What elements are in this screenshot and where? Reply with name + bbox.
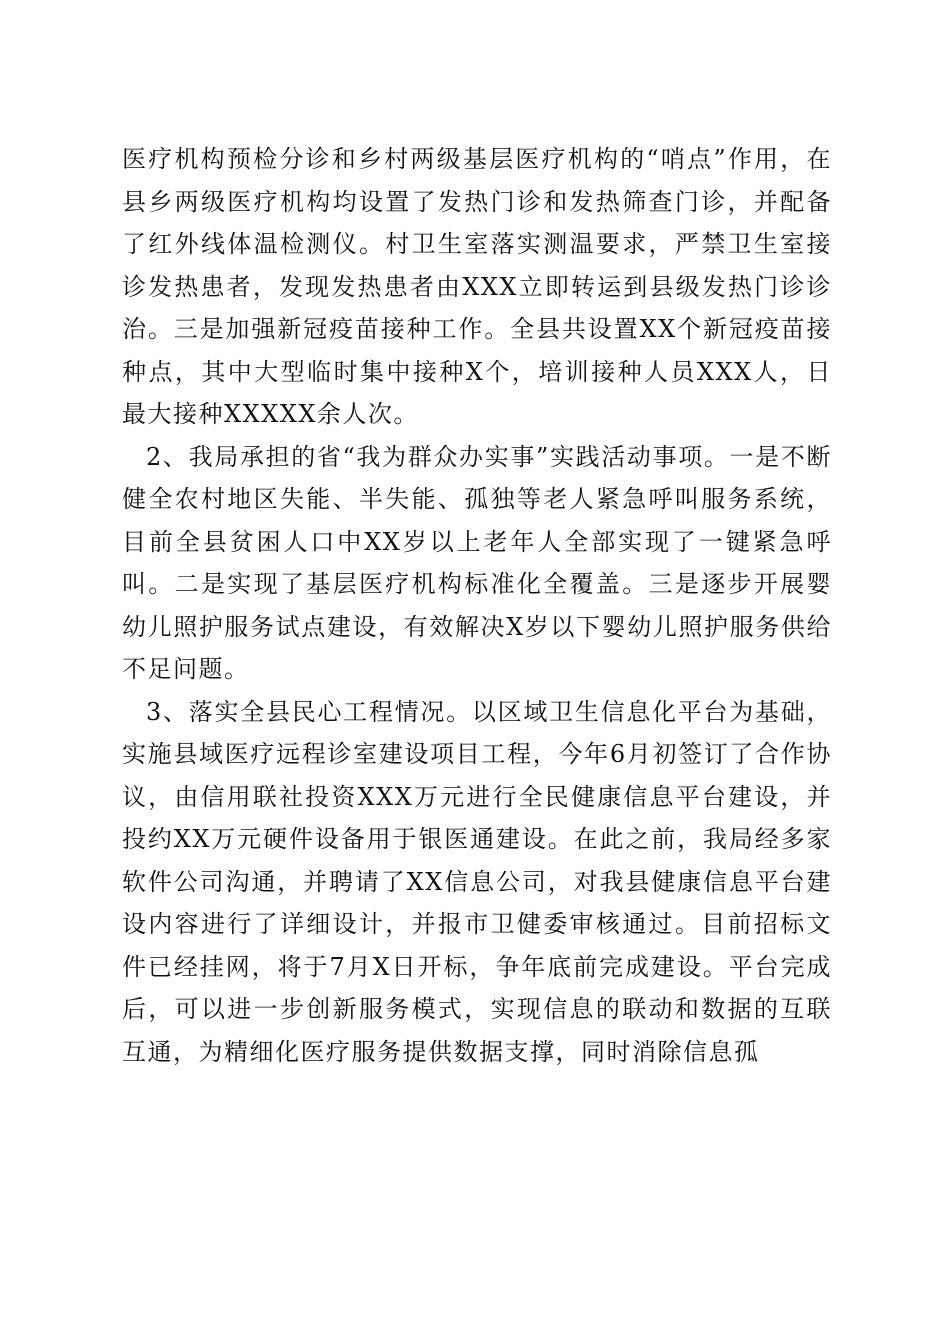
document-body	[122, 138, 832, 1073]
paragraph-continuation: 医疗机构预检分诊和乡村两级基层医疗机构的“哨点”作用，在县乡两级医疗机构均设置了发热门诊和发热筛查门诊，并配备了红外线体温检测仪。村卫生室落实测温要求，严禁卫生室接诊发热患者，发现发热患者由XXX立即转运到县级发热门诊诊治。三是加强新冠疫苗接种工作。全县共设置XX个新冠疫苗接种点，其中大型临时集中接种X个，培训接种人员XXX人，日最大接种XXXXX余人次。	[122, 145, 832, 428]
paragraph-item-3: 3、落实全县民心工程情况。以区域卫生信息化平台为基础，实施县域医疗远程诊室建设项目工程，今年6月初签订了合作协议，由信用联社投资XXX万元进行全民健康信息平台建设，并投约XX万元硬件设备用于银医通建设。在此之前，我局经多家软件公司沟通，并聘请了XX信息公司，对我县健康信息平台建设内容进行了详细设计，并报市卫健委审核通过。目前招标文件已经挂网，将于7月X日开标，争年底前完成建设。平台完成后，可以进一步创新服务模式，实现信息的联动和数据的互联互通，为精细化医疗服务提供数据支撑，同时消除信息孤	[122, 697, 832, 1066]
paragraph-item-2: 2、我局承担的省“我为群众办实事”实践活动事项。一是不断健全农村地区失能、半失能、孤独等老人紧急呼叫服务系统，目前全县贫困人口中XX岁以上老年人全部实现了一键紧急呼叫。二是实现了基层医疗机构标准化全覆盖。三是逐步开展婴幼儿照护服务试点建设，有效解决X岁以下婴幼儿照护服务供给不足问题。	[122, 442, 832, 683]
